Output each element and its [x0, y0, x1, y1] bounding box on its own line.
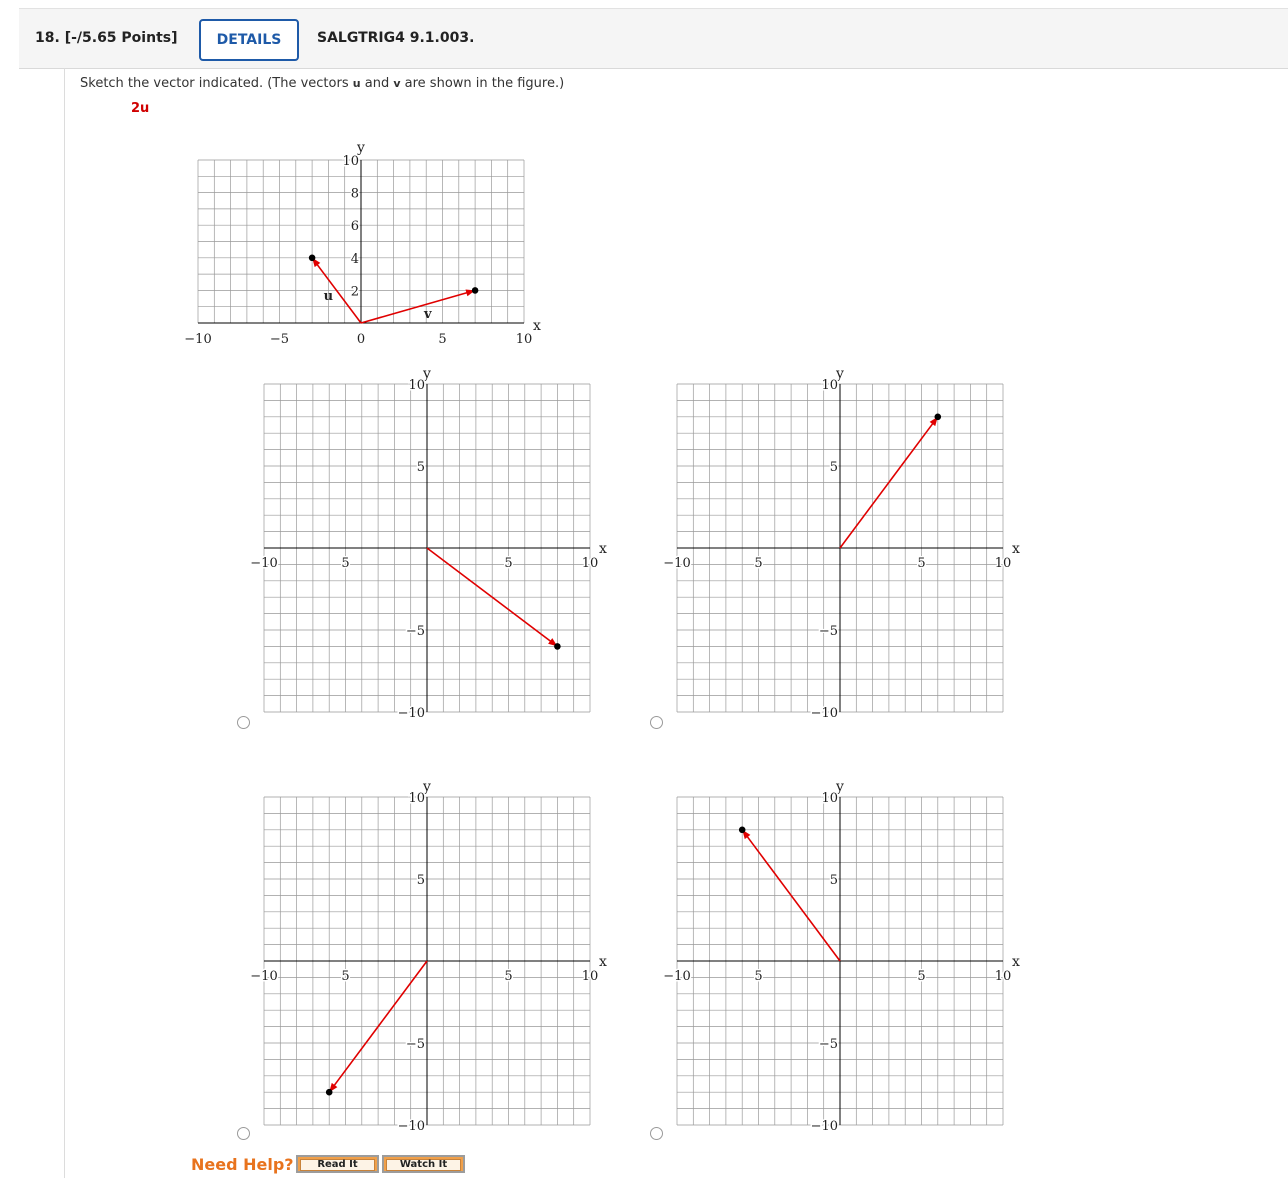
vector-v-label: v [424, 307, 432, 323]
question-prompt: 2u [131, 101, 150, 116]
y-tick-label: 10 [408, 791, 425, 806]
fig-x-tick-label: 5 [438, 332, 447, 347]
y-axis-label: y [423, 779, 431, 795]
fig-y-tick-label: 6 [350, 219, 359, 235]
x-tick-label: −10 [250, 969, 278, 984]
fig-x-tick-label: 10 [515, 332, 533, 347]
question-points: [-/5.65 Points] [64, 30, 178, 46]
x-tick-label: −10 [663, 556, 691, 571]
y-tick-label: 5 [829, 460, 838, 475]
radio-choice-b[interactable] [650, 716, 663, 729]
x-tick-label: −10 [250, 556, 278, 571]
choice-c-vector-endpoint [326, 1089, 333, 1096]
fig-y-tick-label: 2 [350, 284, 359, 300]
x-tick-label: 5 [504, 556, 513, 571]
watch-it-label: Watch It [386, 1159, 461, 1171]
choice-b-vector-endpoint [935, 414, 942, 421]
y-tick-label: −10 [397, 1119, 425, 1134]
y-tick-label: −5 [818, 1037, 838, 1052]
y-tick-label: −10 [397, 706, 425, 721]
need-help-label: Need Help? [191, 1155, 294, 1174]
fig-x-tick-label: −5 [269, 332, 290, 347]
choice-d-graph [663, 779, 1020, 1134]
y-tick-label: −10 [810, 1119, 838, 1134]
y-tick-label: −10 [810, 706, 838, 721]
y-tick-label: 5 [416, 460, 425, 475]
choice-d-vector-endpoint [739, 827, 746, 834]
x-tick-label: 5 [917, 969, 926, 984]
x-axis-label: x [1012, 541, 1020, 557]
x-tick-label: −10 [663, 969, 691, 984]
fig-y-tick-label: 4 [350, 251, 359, 267]
x-tick-label: 5 [341, 556, 350, 571]
radio-choice-c[interactable] [237, 1127, 250, 1140]
x-tick-label: 5 [917, 556, 926, 571]
y-tick-label: −5 [405, 624, 425, 639]
x-axis-label: x [1012, 954, 1020, 970]
x-axis-label: x [599, 541, 607, 557]
y-tick-label: 10 [821, 378, 838, 393]
question-code: SALGTRIG4 9.1.003. [317, 30, 475, 46]
y-tick-label: −5 [405, 1037, 425, 1052]
y-tick-label: 5 [829, 873, 838, 888]
x-tick-label: 5 [504, 969, 513, 984]
x-tick-label: 5 [341, 969, 350, 984]
y-tick-label: −5 [818, 624, 838, 639]
fig-y-tick-label: 10 [342, 154, 359, 169]
y-axis-label: y [836, 779, 844, 795]
x-tick-label: 10 [994, 556, 1012, 571]
choice-b-graph [663, 366, 1020, 721]
y-tick-label: 10 [821, 791, 838, 806]
choice-a-vector-endpoint [554, 643, 561, 650]
fig-y-tick-label: 8 [350, 186, 359, 202]
choice-a-graph [250, 366, 607, 721]
y-axis-label: y [423, 366, 431, 382]
v-symbol: v [393, 77, 401, 90]
x-tick-label: 10 [581, 969, 599, 984]
details-button[interactable]: DETAILS [199, 19, 299, 61]
y-axis-label: y [836, 366, 844, 382]
question-number-text: 18. [35, 30, 60, 46]
fig-x-tick-label: −10 [184, 332, 212, 347]
question-instruction: Sketch the vector indicated. (The vectors u and v are shown in the figure.) [80, 76, 565, 91]
fig-x-axis-label: x [533, 318, 541, 334]
vector-u-label: u [323, 289, 334, 305]
radio-choice-a[interactable] [237, 716, 250, 729]
x-tick-label: 10 [994, 969, 1012, 984]
y-tick-label: 10 [408, 378, 425, 393]
x-axis-label: x [599, 954, 607, 970]
fig-y-axis-label: y [357, 140, 365, 156]
radio-choice-d[interactable] [650, 1127, 663, 1140]
y-tick-label: 5 [416, 873, 425, 888]
fig-x-tick-label: 0 [356, 332, 366, 347]
watch-it-button[interactable] [382, 1155, 465, 1173]
x-tick-label: 5 [754, 556, 763, 571]
u-symbol: u [352, 77, 361, 90]
x-tick-label: 10 [581, 556, 599, 571]
choice-c-graph [250, 779, 607, 1134]
read-it-button[interactable] [296, 1155, 379, 1173]
read-it-label: Read It [300, 1159, 375, 1171]
x-tick-label: 5 [754, 969, 763, 984]
